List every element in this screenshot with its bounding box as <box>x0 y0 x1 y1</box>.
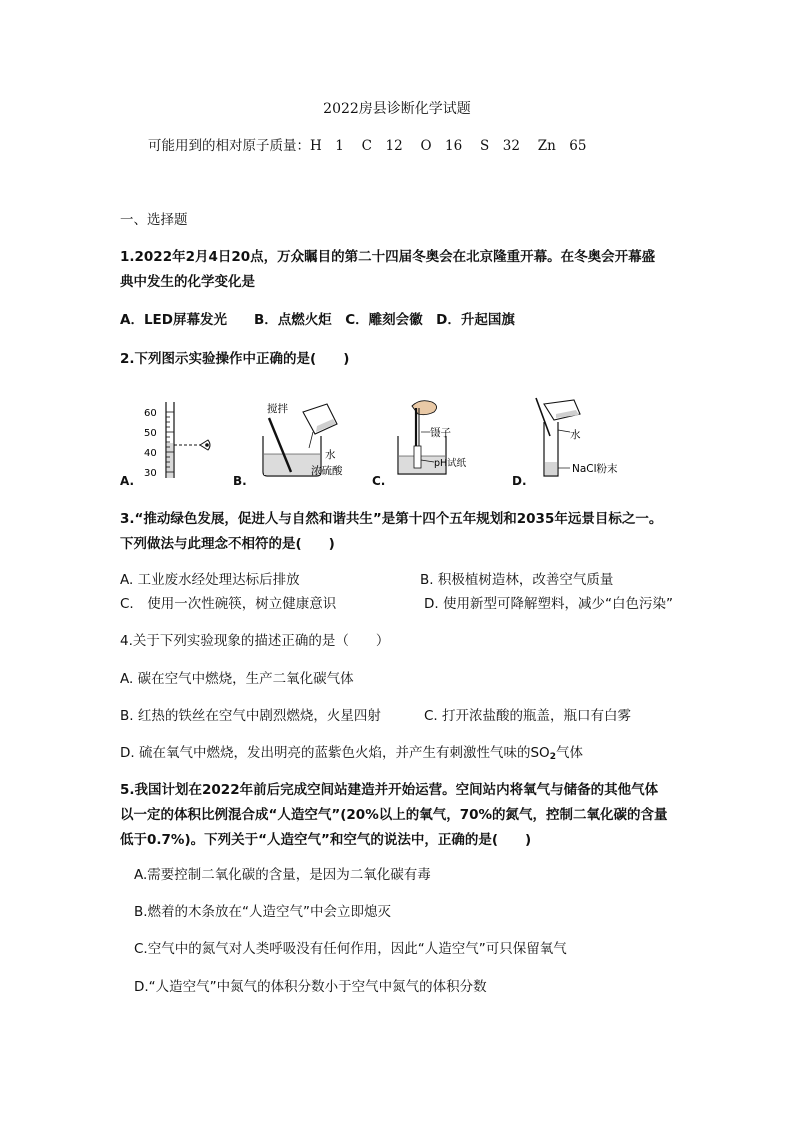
q5-stem-line1: 5.我国计划在2022年前后完成空间站建造并开始运营。空间站内将氧气与储备的其他气体 <box>120 782 659 798</box>
tick-label: 30 <box>144 468 157 479</box>
q2-figure-b <box>255 396 355 481</box>
q4-option-d <box>120 744 583 766</box>
q5-option-a: A.需要控制二氧化碳的含量，是因为二氧化碳有毒 <box>134 867 431 883</box>
tick-label: 40 <box>144 448 157 459</box>
nacl-label: NaCl粉末 <box>572 463 618 475</box>
q4-option-b: B. 红热的铁丝在空气中剧烈燃烧，火星四射 <box>120 708 381 724</box>
water-label: 水 <box>570 429 581 441</box>
q4-option-d-subscript: 2 <box>549 752 556 762</box>
stir-label: 搅拌 <box>267 403 288 415</box>
q2-option-d-label: D. <box>512 474 527 488</box>
q5-stem-line3: 低于0.7%)。下列关于“人造空气”和空气的说法中，正确的是( ) <box>120 832 532 848</box>
tick-label: 60 <box>144 408 157 419</box>
section-heading: 一、选择题 <box>120 212 188 228</box>
q4-option-c: C. 打开浓盐酸的瓶盖，瓶口有白雾 <box>424 708 632 724</box>
q5-option-b: B.燃着的木条放在“人造空气”中会立即熄灭 <box>134 904 392 920</box>
q2-figure-c <box>390 396 500 481</box>
q1-options: A．LED屏幕发光 B．点燃火炬 C．雕刻会徽 D．升起国旗 <box>120 312 515 328</box>
q5-option-d: D.“人造空气”中氮气的体积分数小于空气中氮气的体积分数 <box>134 979 487 995</box>
water-label: 水 <box>325 449 336 461</box>
acid-label: 浓硫酸 <box>311 465 343 477</box>
q4-option-a: A. 碳在空气中燃烧，生产二氧化碳气体 <box>120 671 354 687</box>
q2-figure-a <box>138 398 218 483</box>
tweezers-label: 镊子 <box>430 427 451 439</box>
q5-option-c: C.空气中的氮气对人类呼吸没有任何作用，因此“人造空气”可只保留氧气 <box>134 941 567 957</box>
tick-label: 50 <box>144 428 157 439</box>
atomic-mass-line: 可能用到的相对原子质量：H 1 C 12 O 16 S 32 Zn 65 <box>148 138 587 154</box>
q2-stem: 2.下列图示实验操作中正确的是( ) <box>120 351 350 367</box>
q4-option-d-tail: 气体 <box>555 745 583 761</box>
q3-stem-line2: 下列做法与此理念不相符的是( ) <box>120 536 335 552</box>
q3-option-c: C. 使用一次性碗筷，树立健康意识 <box>120 596 337 612</box>
q4-stem: 4.关于下列实验现象的描述正确的是（ ） <box>120 633 390 649</box>
q2-option-b-label: B. <box>233 474 247 488</box>
q3-stem-line1: 3.“推动绿色发展，促进人与自然和谐共生”是第十四个五年规划和2035年远景目标之一。 <box>120 511 663 527</box>
page-title: 2022房县诊断化学试题 <box>323 101 471 117</box>
q3-option-b: B. 积极植树造林，改善空气质量 <box>420 572 614 588</box>
q5-stem-line2: 以一定的体积比例混合成“人造空气”(20%以上的氧气，70%的氮气，控制二氧化碳的含量 <box>120 807 668 823</box>
q2-option-c-label: C. <box>372 474 386 488</box>
q4-option-d-main: D. 硫在氧气中燃烧，发出明亮的蓝紫色火焰，并产生有刺激性气味的SO <box>120 745 550 761</box>
q3-option-d: D. 使用新型可降解塑料，减少“白色污染” <box>424 596 673 612</box>
ph-paper-label: pH试纸 <box>434 458 467 469</box>
q2-option-a-label: A. <box>120 474 135 488</box>
q1-stem-line1: 1.2022年2月4日20点，万众瞩目的第二十四届冬奥会在北京隆重开幕。在冬奥会开幕盛 <box>120 249 656 265</box>
q2-figure-d <box>530 396 650 481</box>
q3-option-a: A. 工业废水经处理达标后排放 <box>120 572 300 588</box>
q1-stem-line2: 典中发生的化学变化是 <box>120 274 255 290</box>
